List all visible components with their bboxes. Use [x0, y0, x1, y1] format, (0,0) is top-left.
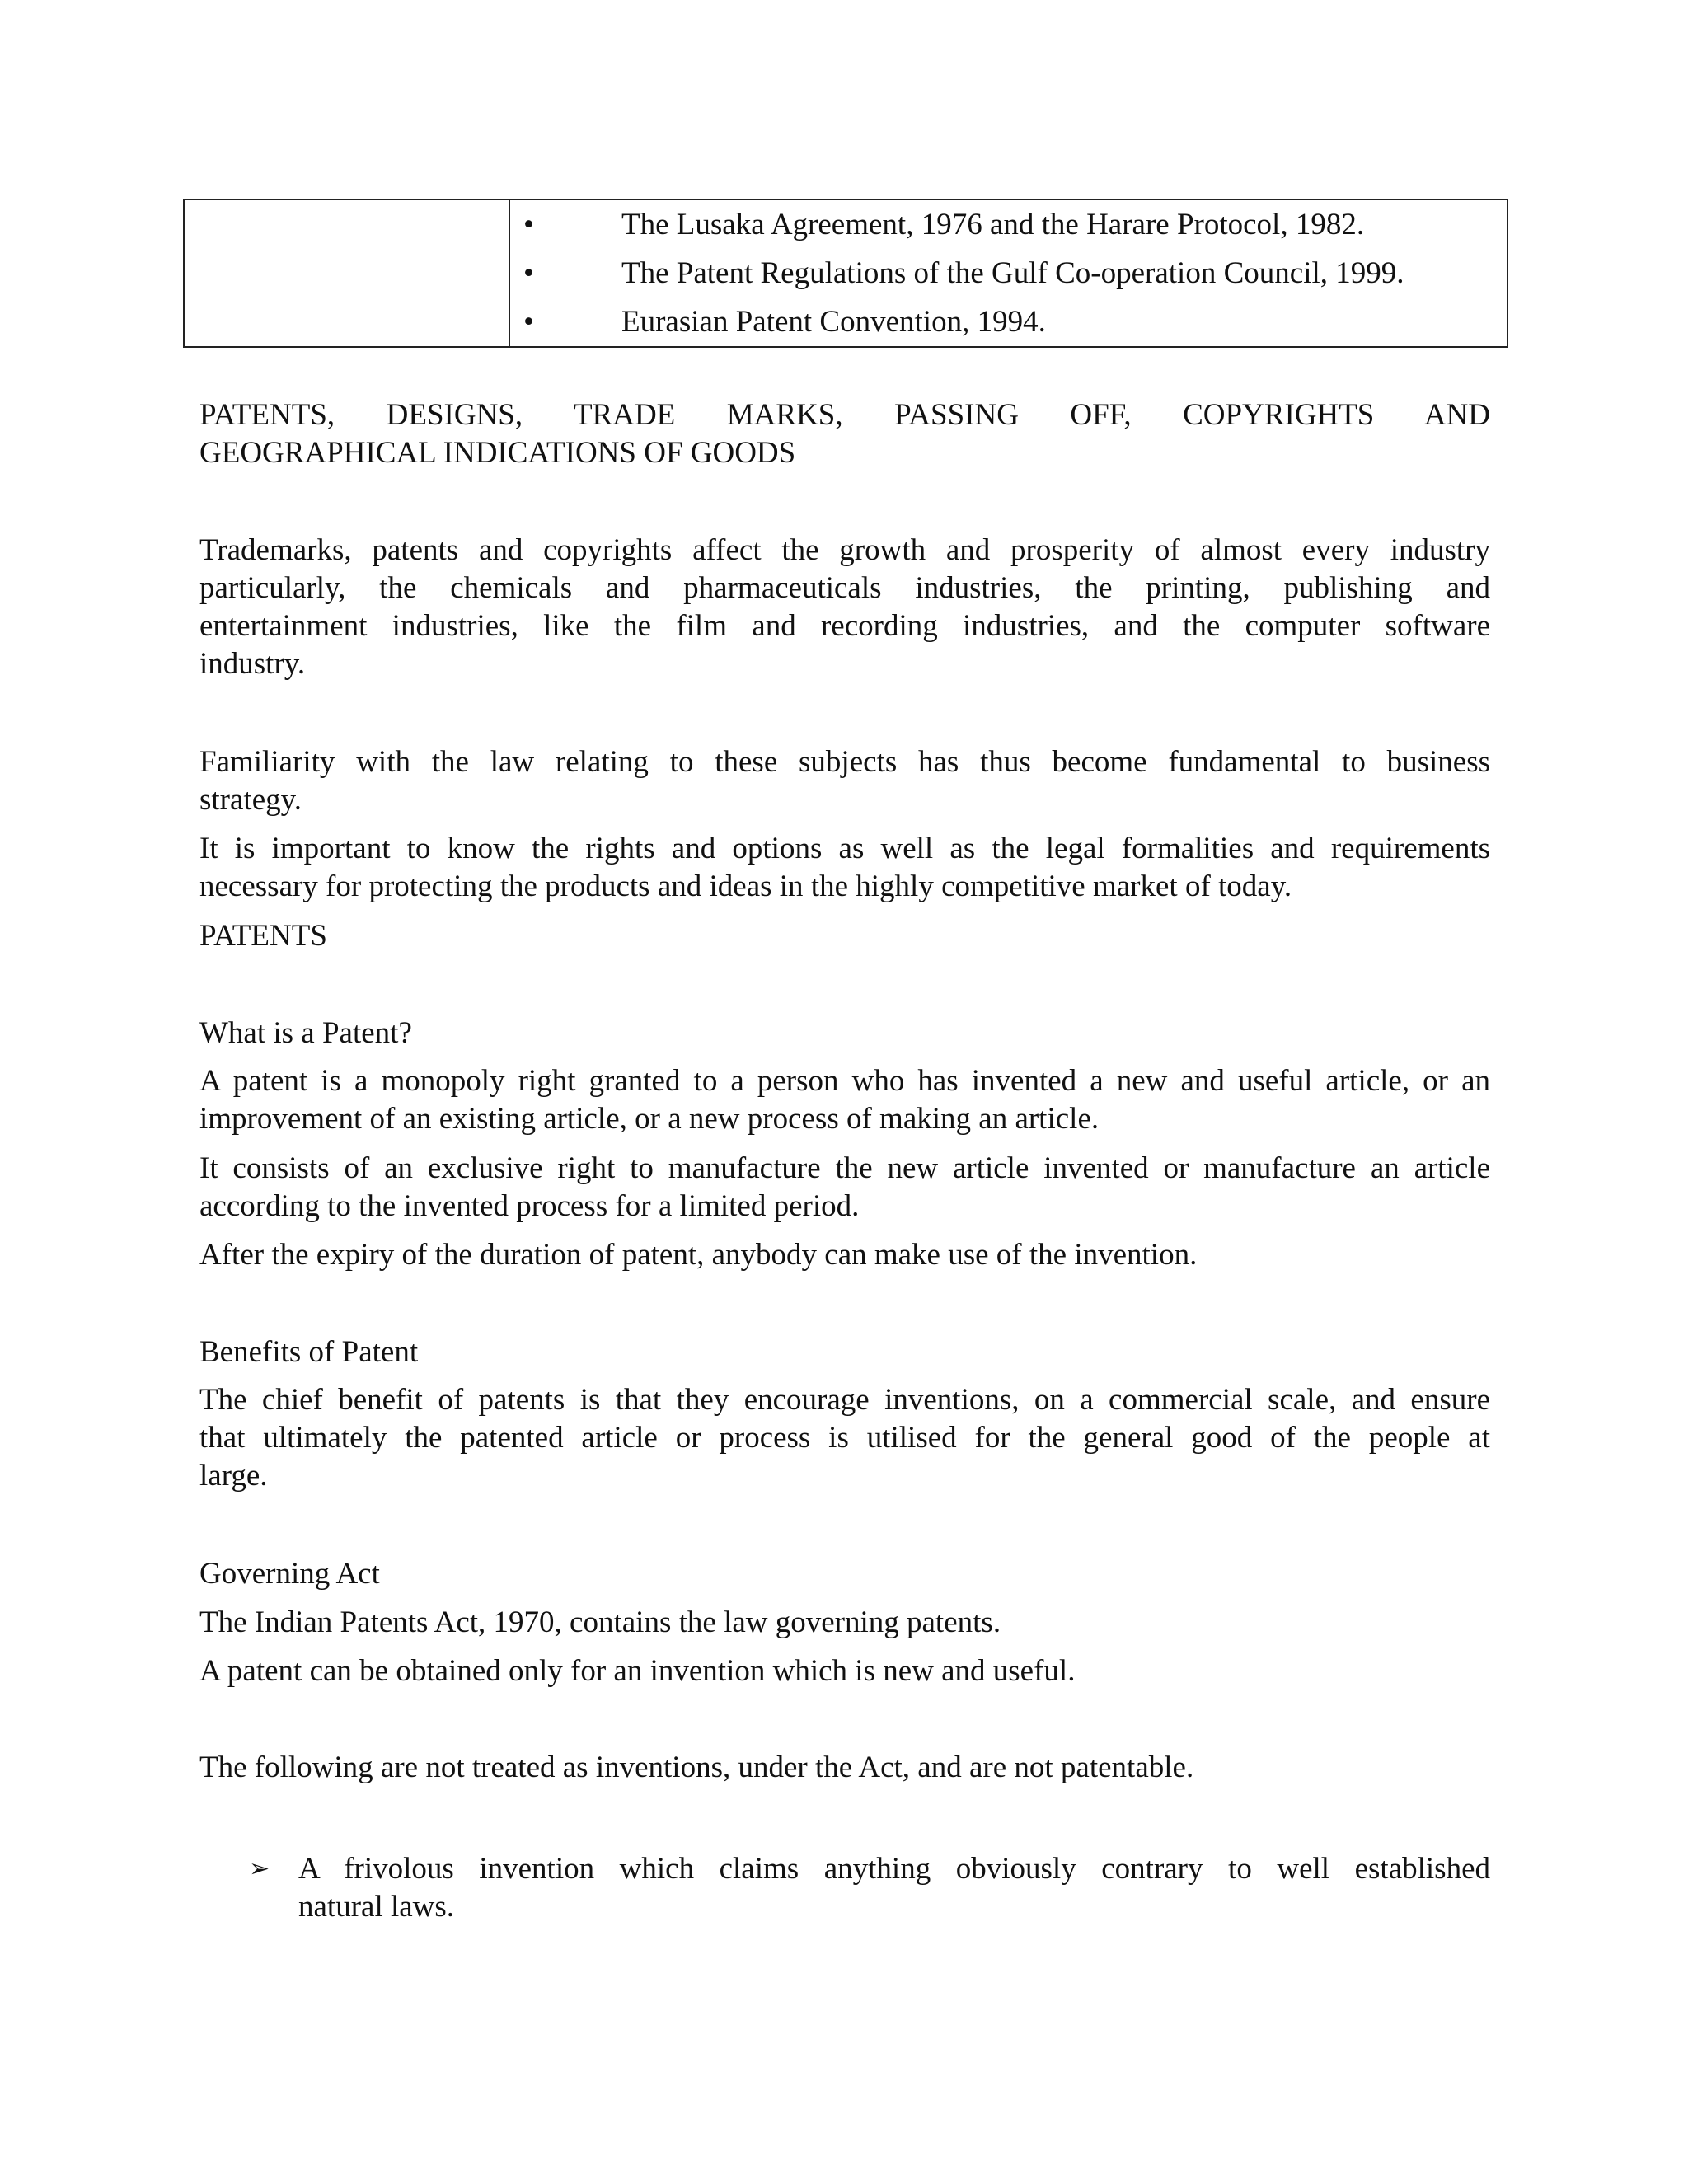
section-heading: [199, 396, 1490, 472]
bullet-text: The Patent Regulations of the Gulf Co-operation Council, 1999.: [621, 256, 1404, 290]
bullet-text: The Lusaka Agreement, 1976 and the Harare Protocol, 1982.: [621, 208, 1365, 241]
paragraph-line: natural laws.: [298, 1890, 455, 1924]
bullet-glyph: •: [523, 208, 534, 241]
heading-line: GEOGRAPHICAL INDICATIONS OF GOODS: [199, 436, 796, 470]
paragraph-trademarks: [199, 532, 1490, 683]
paragraph-line: A patent is a monopoly right granted to a person who has invented a new and useful article, or an: [199, 1064, 1490, 1098]
benefits-heading: Benefits of Patent: [199, 1335, 419, 1369]
bullet-glyph: •: [523, 256, 534, 290]
paragraph-important: [199, 830, 1490, 906]
paragraph-familiarity: [199, 743, 1490, 819]
paragraph-benefit: [199, 1381, 1490, 1495]
paragraph-obtained: A patent can be obtained only for an invention which is new and useful.: [199, 1654, 1076, 1688]
table-bullet-item: [510, 299, 1507, 345]
table-bullet-item: [510, 202, 1507, 248]
paragraph-line: necessary for protecting the products and ideas in the highly competitive market of today.: [199, 869, 1292, 903]
arrow-item-text: [298, 1850, 1490, 1926]
paragraph-line: that ultimately the patented article or process is utilised for the general good of the people at: [199, 1421, 1490, 1455]
paragraph-line: industry.: [199, 647, 306, 681]
governing-act-heading: Governing Act: [199, 1557, 380, 1591]
convention-table: [183, 199, 1508, 348]
paragraph-line: Familiarity with the law relating to these subjects has thus become fundamental to business: [199, 745, 1490, 779]
paragraph-line: It consists of an exclusive right to manufacture the new article invented or manufacture an article: [199, 1151, 1490, 1185]
paragraph-monopoly: [199, 1062, 1490, 1138]
arrow-list-item: [249, 1850, 1490, 1926]
paragraph-indian-act: The Indian Patents Act, 1970, contains the law governing patents.: [199, 1605, 1001, 1639]
bullet-text: Eurasian Patent Convention, 1994.: [621, 305, 1046, 339]
paragraph-line: The chief benefit of patents is that they encourage inventions, on a commercial scale, and ensure: [199, 1383, 1490, 1417]
paragraph-line: It is important to know the rights and options as well as the legal formalities and requirements: [199, 832, 1490, 865]
heading-line: PATENTS, DESIGNS, TRADE MARKS, PASSING OFF, COPYRIGHTS AND: [199, 398, 1490, 432]
table-right-cell: [510, 200, 1507, 346]
table-left-cell: [185, 200, 510, 346]
table-bullet-item: [510, 251, 1507, 297]
paragraph-line: A frivolous invention which claims anything obviously contrary to well established: [298, 1852, 1490, 1886]
arrow-bullet-icon: ➢: [249, 1854, 270, 1883]
paragraph-expiry: After the expiry of the duration of patent, anybody can make use of the invention.: [199, 1238, 1198, 1272]
what-is-patent-heading: What is a Patent?: [199, 1016, 412, 1050]
patents-heading: PATENTS: [199, 919, 327, 953]
paragraph-line: according to the invented process for a limited period.: [199, 1189, 860, 1223]
paragraph-line: particularly, the chemicals and pharmaceuticals industries, the printing, publishing and: [199, 571, 1490, 605]
paragraph-not-treated: The following are not treated as inventions, under the Act, and are not patentable.: [199, 1750, 1194, 1784]
paragraph-line: Trademarks, patents and copyrights affect the growth and prosperity of almost every industry: [199, 533, 1490, 567]
paragraph-exclusive: [199, 1150, 1490, 1226]
paragraph-line: improvement of an existing article, or a new process of making an article.: [199, 1102, 1100, 1136]
bullet-glyph: •: [523, 305, 534, 339]
paragraph-line: strategy.: [199, 783, 302, 817]
paragraph-line: entertainment industries, like the film and recording industries, and the computer software: [199, 609, 1490, 643]
paragraph-line: large.: [199, 1459, 268, 1493]
